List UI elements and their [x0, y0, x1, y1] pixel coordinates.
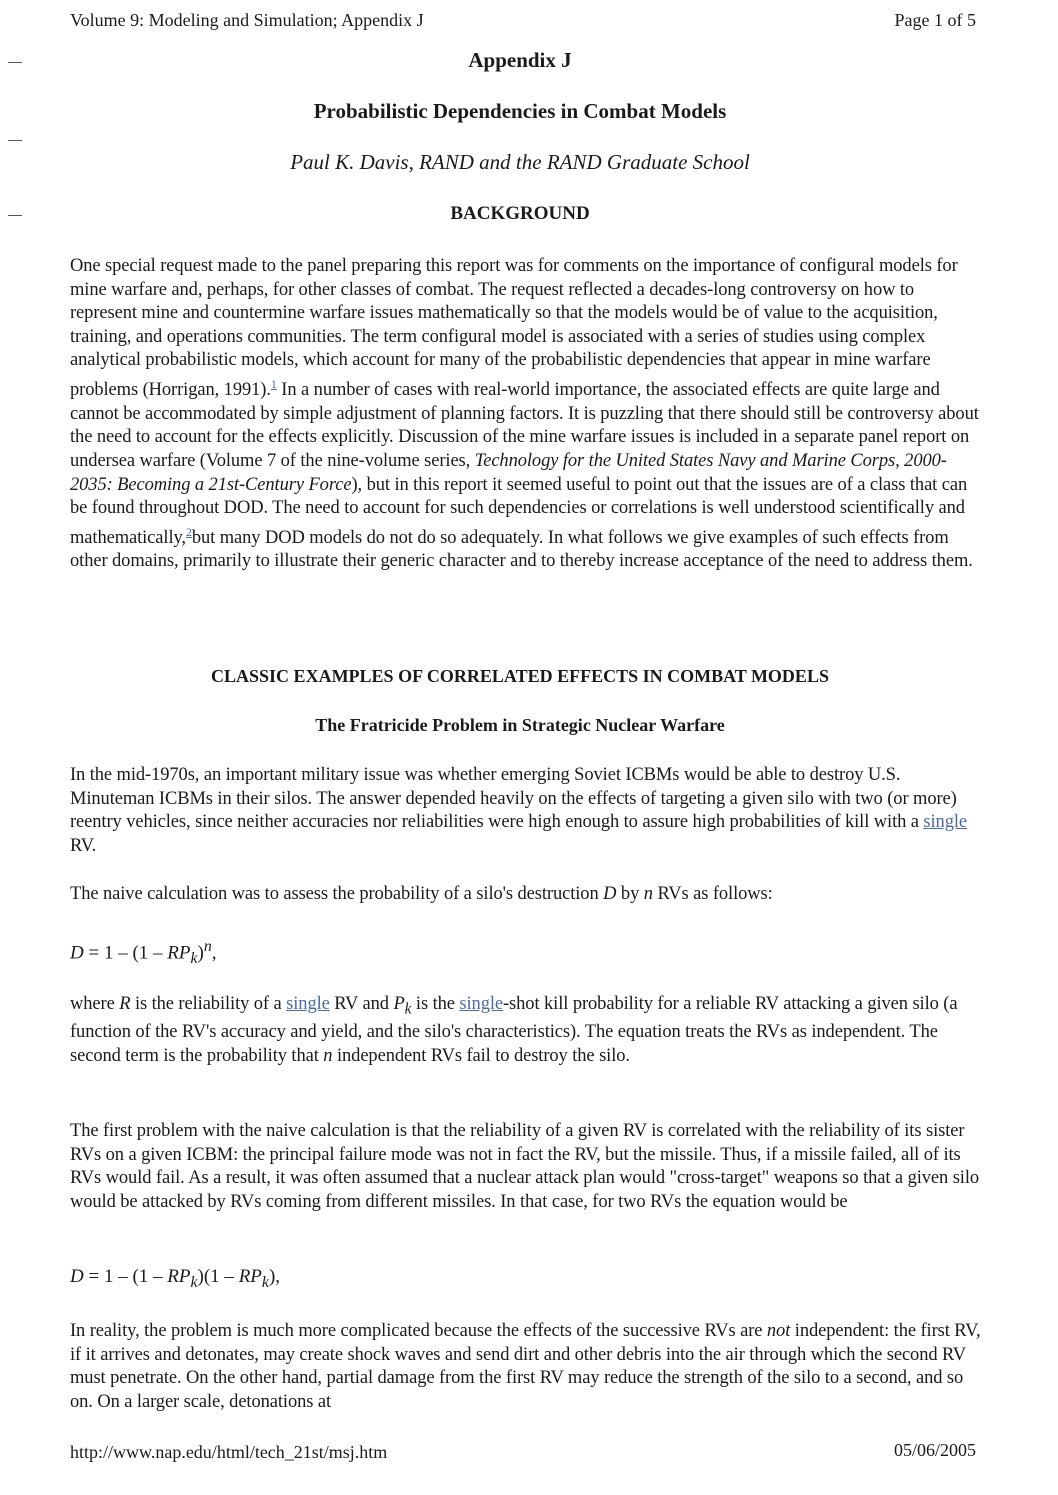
author-line: Paul K. Davis, RAND and the RAND Graduate School — [290, 150, 750, 174]
correlation-paragraph: The first problem with the naive calculation is that the reliability of a given RV is correlated with the reliability of its sister RVs on a given ICBM: the principal failure mode was not in fact the RV, but the missile. Thus, if a missile failed, all of its RVs would fail. As a result, it was often assumed that a nuclear attack plan would "cross-target" weapons so that a given silo would be attacked by RVs coming from different missiles. In that case, for two RVs the equation would be — [70, 1121, 980, 1212]
single-link[interactable]: single — [923, 812, 968, 833]
section-heading-background: BACKGROUND — [450, 203, 590, 224]
equation-independent-rvs: $D = 1 - (1 - RP_k)^n$, — [70, 938, 217, 968]
document-title: Probabilistic Dependencies in Combat Models — [313, 99, 727, 123]
footer-date: 05/06/2005 — [893, 1440, 976, 1460]
scan-mark — [8, 140, 22, 141]
fratricide-paragraph: In the mid-1970s, an important military issue was whether emerging Soviet ICBMs would be able to destroy U.S. Minuteman ICBMs in their silos. The answer depended heavily on the effects of targeting a given silo with two (or more) reentry vehicles, since neither accuracies nor reliabilities were high enough to assure high probabilities of kill with a single RV. — [70, 765, 968, 856]
single-link[interactable]: single — [459, 994, 503, 1014]
appendix-label: Appendix J — [468, 48, 572, 72]
equation-cross-targeted: $D = 1 - (1 - RP_k)(1 - RP_k)$, — [70, 1266, 281, 1291]
footnote-ref-1[interactable]: 1 — [270, 376, 277, 391]
single-link[interactable]: single — [286, 994, 330, 1014]
variable-definitions-paragraph: where R is the reliability of a single RV and $P_k$ is the single-shot kill probability for a reliable RV attacking a given silo (a function of the RV's accuracy and yield, and the silo's characteristics). The equation treats the RVs as independent. The second term is the probability that n independent RVs fail to destroy the silo. — [70, 994, 958, 1066]
scan-mark — [8, 215, 22, 216]
background-paragraph: One special request made to the panel preparing this report was for comments on the importance of configural models for mine warfare and, perhaps, for other classes of combat. The request reflected a decades-long controversy on how to represent mine and countermine warfare issues mathematically so that the models would be of value to the acquisition, training, and operations communities. The term configural model is associated with a series of studies using complex analytical probabilistic models, which account for many of the probabilistic dependencies that appear in mine warfare problems (Horrigan, 1991).$^1$ In a number of cases with real-world importance, the associated effects are quite large and cannot be accommodated by simple adjustment of planning factors. It is puzzling that there should still be controversy about the need to account for the effects explicitly. Discussion of the mine warfare issues is included in a separate panel report on undersea warfare (Volume 7 of the nine-volume series, Technology for the United States Navy and Marine Corps, 2000-2035: Becoming a 21st-Century Force), but in this report it seemed useful to point out that the issues are of a class that can be found throughout DOD. The need to account for such dependencies or correlations is well understood scientifically and mathematically,$^2$but many DOD models do not do so adequately. In what follows we give examples of such effects from other domains, primarily to illustrate their generic character and to thereby increase acceptance of the need to address them. — [70, 256, 979, 572]
running-header-left: Volume 9: Modeling and Simulation; Appendix J — [70, 10, 424, 30]
section-heading-classic-examples: CLASSIC EXAMPLES OF CORRELATED EFFECTS IN COMBAT MODELS — [211, 666, 829, 686]
page-number: Page 1 of 5 — [894, 10, 976, 30]
subsection-heading-fratricide: The Fratricide Problem in Strategic Nuclear Warfare — [315, 715, 725, 735]
naive-calculation-paragraph: The naive calculation was to assess the probability of a silo's destruction D by n RVs as follows: — [70, 884, 773, 904]
footer-url: http://www.nap.edu/html/tech_21st/msj.htm — [70, 1442, 388, 1462]
scan-mark — [8, 62, 22, 63]
footnote-ref-2[interactable]: 2 — [185, 524, 192, 539]
cited-title: Technology for the United States Navy and Marine Corps, 2000-2035: Becoming a 21st-Century Force — [70, 450, 947, 495]
reality-paragraph: In reality, the problem is much more complicated because the effects of the successive RVs are not independent: the first RV, if it arrives and detonates, may create shock waves and send dirt and other debris into the air through which the second RV must penetrate. On the other hand, partial damage from the first RV may reduce the strength of the silo to a second, and so on. On a larger scale, detonations at — [70, 1321, 981, 1412]
